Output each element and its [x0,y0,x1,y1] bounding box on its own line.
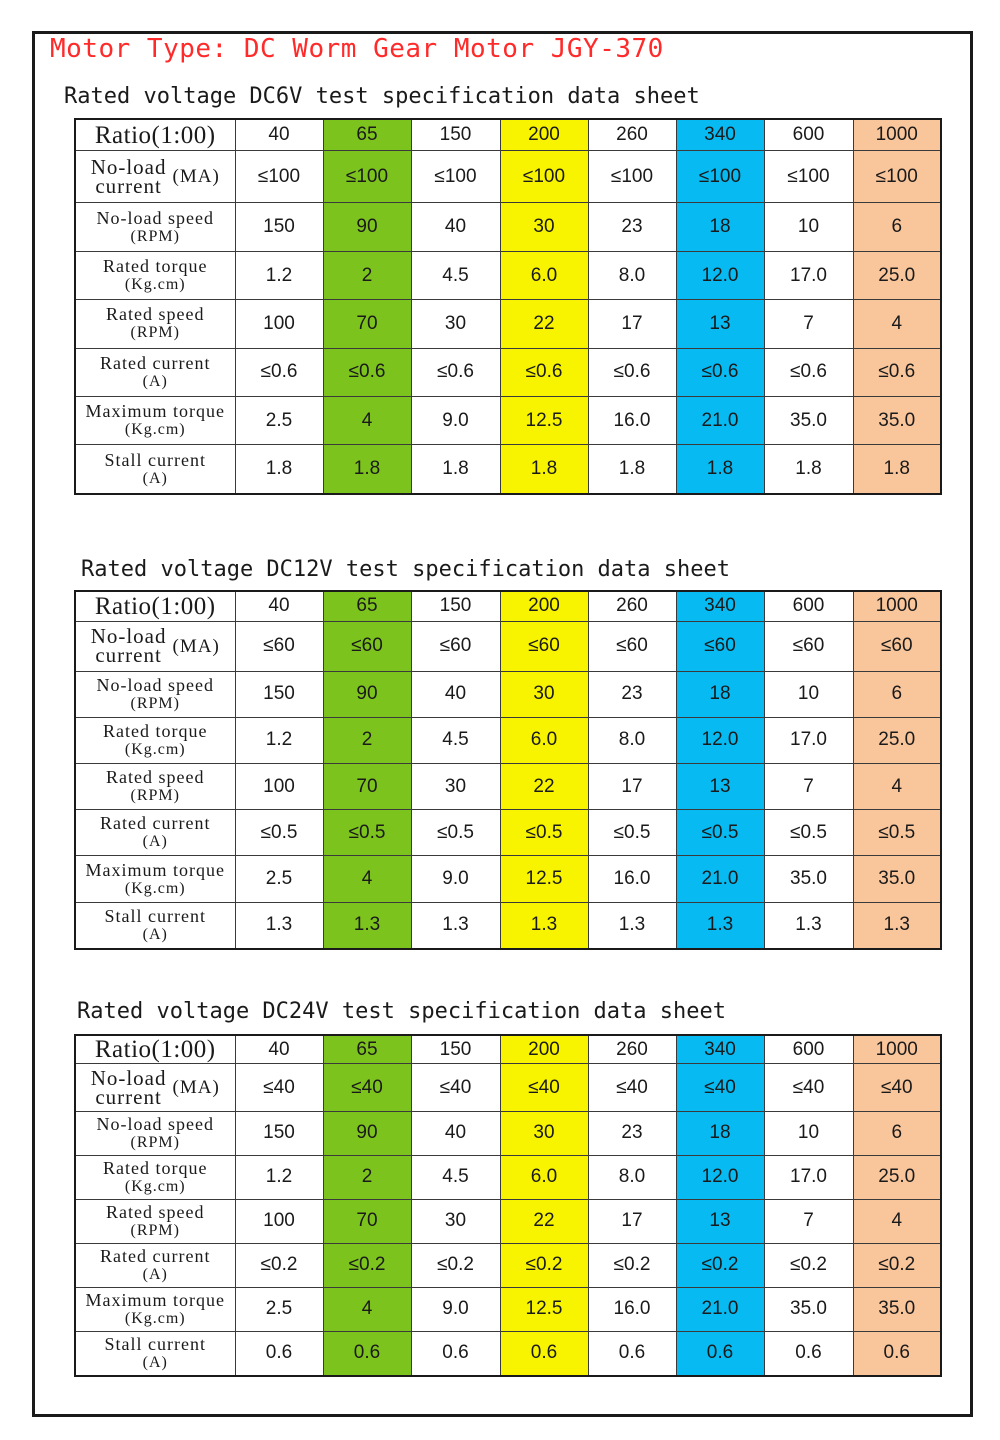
value-cell: ≤100 [235,151,323,203]
value-cell: ≤60 [588,621,676,671]
value-cell: 9.0 [411,396,500,444]
value-cell: 150 [411,1035,500,1064]
value-cell: ≤60 [323,621,411,671]
value-cell: ≤100 [323,151,411,203]
value-cell: ≤60 [235,621,323,671]
label-unit: (MA) [172,635,220,657]
label-text: No-load speed [96,674,214,695]
value-cell: ≤40 [235,1064,323,1112]
value-cell: 35.0 [853,1287,941,1331]
value-cell: 150 [235,671,323,717]
label-text: Maximum torque [85,401,225,422]
value-cell: 2.5 [235,396,323,444]
value-cell: 17 [588,300,676,348]
value-cell: 1.8 [764,445,853,494]
label-unit: (RPM) [130,1133,180,1151]
dc12v-spec-table [74,590,942,950]
value-cell: 1.8 [235,445,323,494]
row-label-no-load-current [75,151,235,203]
value-cell: ≤40 [588,1064,676,1112]
value-cell: 1.3 [235,902,323,949]
value-cell: 0.6 [500,1331,588,1376]
value-cell: ≤0.5 [676,810,764,856]
value-cell: 150 [235,1111,323,1155]
label-text: Stall current [104,905,206,926]
value-cell: ≤0.5 [235,810,323,856]
dc6v-sheet-title: Rated voltage DC6V test specification data sheet [64,84,700,109]
value-cell: 6.0 [500,717,588,763]
spec-row-no-load-current [75,1064,941,1112]
value-cell: ≤0.6 [676,348,764,396]
value-cell: ≤0.2 [764,1243,853,1287]
spec-row-ratio [75,1035,941,1064]
spec-row-ratio [75,119,941,151]
value-cell: ≤0.5 [588,810,676,856]
value-cell: 70 [323,764,411,810]
value-cell: 65 [323,1035,411,1064]
dc24v-spec-table [74,1034,942,1377]
spec-row-no-load-speed [75,203,941,251]
label-unit: (RPM) [130,694,180,712]
label-text: Rated current [100,352,211,373]
value-cell: ≤0.2 [235,1243,323,1287]
value-cell: 30 [411,764,500,810]
label-part: No-load [90,1065,167,1090]
row-label-rated-speed [75,300,235,348]
value-cell: 30 [411,300,500,348]
value-cell: 12.5 [500,1287,588,1331]
value-cell: 30 [500,203,588,251]
value-cell: 13 [676,300,764,348]
label-text: Rated torque [103,1157,208,1178]
value-cell: 16.0 [588,856,676,902]
value-cell: 1.3 [853,902,941,949]
row-label-maximum-torque [75,396,235,444]
value-cell: ≤0.2 [411,1243,500,1287]
value-cell: 1000 [853,119,941,151]
value-cell: 1.2 [235,1155,323,1199]
label-text: Ratio(1:00) [94,1036,216,1064]
value-cell: 1.8 [588,445,676,494]
value-cell: 1.3 [500,902,588,949]
value-cell: 22 [500,1199,588,1243]
value-cell: 17 [588,764,676,810]
value-cell: ≤0.2 [323,1243,411,1287]
value-cell: 10 [764,203,853,251]
label-text: Rated torque [103,256,208,277]
value-cell: ≤0.6 [235,348,323,396]
spec-row-no-load-speed [75,1111,941,1155]
label-unit: (A) [142,925,168,943]
value-cell: ≤60 [676,621,764,671]
value-cell: 4 [853,300,941,348]
label-part: current [95,643,162,668]
label-unit: (MA) [172,1077,220,1099]
value-cell: ≤0.2 [588,1243,676,1287]
value-cell: 7 [764,1199,853,1243]
value-cell: 6 [853,671,941,717]
value-cell: ≤0.6 [323,348,411,396]
label-text: Rated speed [106,1201,205,1222]
label-unit: (Kg.cm) [124,879,186,897]
value-cell: 21.0 [676,856,764,902]
label-text: Rated current [100,1245,211,1266]
value-cell: ≤100 [764,151,853,203]
value-cell: ≤60 [411,621,500,671]
value-cell: ≤0.5 [411,810,500,856]
value-cell: ≤0.5 [764,810,853,856]
row-label-ratio [75,119,235,151]
value-cell: 340 [676,1035,764,1064]
value-cell: 35.0 [764,396,853,444]
value-cell: 65 [323,119,411,151]
value-cell: 13 [676,1199,764,1243]
label-unit: (Kg.cm) [124,1177,186,1195]
value-cell: ≤0.2 [676,1243,764,1287]
spec-row-no-load-speed [75,671,941,717]
label-unit: (MA) [172,166,220,188]
label-unit: (RPM) [130,1221,180,1239]
label-text: Ratio(1:00) [94,592,216,620]
value-cell: 0.6 [676,1331,764,1376]
value-cell: 25.0 [853,717,941,763]
row-label-no-load-current [75,1064,235,1112]
value-cell: 9.0 [411,856,500,902]
label-text: Rated torque [103,720,208,741]
value-cell: 260 [588,1035,676,1064]
value-cell: ≤0.6 [411,348,500,396]
value-cell: 1.3 [411,902,500,949]
label-unit: (A) [142,1265,168,1283]
value-cell: ≤100 [588,151,676,203]
spec-row-rated-speed [75,1199,941,1243]
label-part: No-load [90,154,167,179]
spec-row-rated-speed [75,300,941,348]
value-cell: 90 [323,203,411,251]
value-cell: ≤60 [853,621,941,671]
label-text: Rated speed [106,767,205,788]
value-cell: 1.3 [764,902,853,949]
value-cell: ≤40 [323,1064,411,1112]
value-cell: 0.6 [323,1331,411,1376]
value-cell: ≤0.6 [764,348,853,396]
spec-row-rated-speed [75,764,941,810]
label-unit: (A) [142,469,168,487]
value-cell: 17.0 [764,251,853,299]
spec-row-rated-torque [75,251,941,299]
label-unit: (Kg.cm) [124,740,186,758]
value-cell: ≤100 [500,151,588,203]
label-text: Stall current [104,449,206,470]
value-cell: 260 [588,119,676,151]
row-label-rated-speed [75,764,235,810]
value-cell: 22 [500,764,588,810]
spec-row-rated-torque [75,717,941,763]
label-part: current [95,173,162,198]
value-cell: ≤60 [764,621,853,671]
value-cell: 30 [500,1111,588,1155]
value-cell: 22 [500,300,588,348]
value-cell: 12.0 [676,251,764,299]
spec-row-rated-current [75,348,941,396]
value-cell: ≤40 [411,1064,500,1112]
value-cell: 200 [500,1035,588,1064]
spec-row-maximum-torque [75,396,941,444]
spec-row-rated-torque [75,1155,941,1199]
row-label-rated-torque [75,1155,235,1199]
value-cell: 30 [411,1199,500,1243]
label-part: No-load [90,624,167,649]
value-cell: 12.0 [676,717,764,763]
value-cell: 4.5 [411,717,500,763]
value-cell: 1.8 [853,445,941,494]
label-unit: (Kg.cm) [124,1309,186,1327]
value-cell: ≤40 [764,1064,853,1112]
value-cell: 4 [323,856,411,902]
value-cell: 30 [500,671,588,717]
value-cell: 9.0 [411,1287,500,1331]
value-cell: 1.8 [500,445,588,494]
label-unit: (Kg.cm) [124,276,186,294]
value-cell: 0.6 [853,1331,941,1376]
label-text: Maximum torque [85,859,225,880]
row-label-rated-current [75,348,235,396]
row-label-no-load-speed [75,1111,235,1155]
value-cell: ≤100 [411,151,500,203]
value-cell: 21.0 [676,1287,764,1331]
value-cell: 70 [323,1199,411,1243]
label-text: Ratio(1:00) [94,121,216,149]
value-cell: ≤0.5 [853,810,941,856]
value-cell: 6.0 [500,1155,588,1199]
spec-row-stall-current [75,1331,941,1376]
value-cell: 100 [235,1199,323,1243]
value-cell: 35.0 [764,1287,853,1331]
value-cell: 200 [500,119,588,151]
label-text: No-load speed [96,1113,214,1134]
value-cell: ≤0.2 [853,1243,941,1287]
label-unit: (RPM) [130,227,180,245]
value-cell: 8.0 [588,717,676,763]
value-cell: 16.0 [588,1287,676,1331]
value-cell: 23 [588,1111,676,1155]
value-cell: 4.5 [411,251,500,299]
spec-row-ratio [75,591,941,621]
value-cell: 16.0 [588,396,676,444]
motor-type-title: Motor Type: DC Worm Gear Motor JGY-370 [50,34,664,64]
value-cell: 2 [323,1155,411,1199]
value-cell: 200 [500,591,588,621]
value-cell: ≤0.2 [500,1243,588,1287]
row-label-rated-current [75,1243,235,1287]
spec-row-stall-current [75,902,941,949]
value-cell: ≤0.5 [323,810,411,856]
value-cell: 0.6 [588,1331,676,1376]
label-unit: (A) [142,1353,168,1371]
value-cell: 35.0 [853,856,941,902]
value-cell: ≤100 [676,151,764,203]
value-cell: ≤0.5 [500,810,588,856]
value-cell: 2.5 [235,1287,323,1331]
value-cell: 0.6 [764,1331,853,1376]
value-cell: 40 [411,1111,500,1155]
value-cell: 13 [676,764,764,810]
value-cell: 1.2 [235,251,323,299]
value-cell: 40 [411,203,500,251]
row-label-no-load-speed [75,203,235,251]
value-cell: 23 [588,671,676,717]
value-cell: ≤100 [853,151,941,203]
value-cell: 65 [323,591,411,621]
value-cell: 18 [676,203,764,251]
value-cell: 40 [235,119,323,151]
value-cell: 150 [411,591,500,621]
value-cell: 6 [853,1111,941,1155]
value-cell: 150 [235,203,323,251]
row-label-rated-current [75,810,235,856]
value-cell: 40 [411,671,500,717]
dc12v-sheet-title: Rated voltage DC12V test specification data sheet [81,557,731,582]
label-unit: (RPM) [130,324,180,342]
value-cell: 7 [764,764,853,810]
value-cell: 6.0 [500,251,588,299]
row-label-no-load-speed [75,671,235,717]
row-label-rated-torque [75,717,235,763]
label-text: Stall current [104,1333,206,1354]
row-label-maximum-torque [75,856,235,902]
spec-row-maximum-torque [75,1287,941,1331]
value-cell: 8.0 [588,1155,676,1199]
value-cell: 10 [764,671,853,717]
value-cell: 35.0 [853,396,941,444]
value-cell: 2 [323,251,411,299]
row-label-stall-current [75,445,235,494]
value-cell: ≤60 [500,621,588,671]
value-cell: 1.3 [588,902,676,949]
value-cell: 12.5 [500,856,588,902]
value-cell: 150 [411,119,500,151]
spec-row-rated-current [75,810,941,856]
value-cell: 2.5 [235,856,323,902]
label-part: current [95,1084,162,1109]
value-cell: 4 [323,1287,411,1331]
label-text: Rated speed [106,304,205,325]
value-cell: 17 [588,1199,676,1243]
spec-row-no-load-current [75,621,941,671]
value-cell: 35.0 [764,856,853,902]
label-unit: (A) [142,372,168,390]
value-cell: 17.0 [764,717,853,763]
value-cell: 4 [853,1199,941,1243]
label-text: Maximum torque [85,1289,225,1310]
value-cell: 1.3 [676,902,764,949]
row-label-ratio [75,591,235,621]
row-label-rated-torque [75,251,235,299]
value-cell: ≤0.6 [500,348,588,396]
value-cell: 100 [235,764,323,810]
label-text: Rated current [100,813,211,834]
spec-row-maximum-torque [75,856,941,902]
spec-row-no-load-current [75,151,941,203]
value-cell: 25.0 [853,251,941,299]
value-cell: 25.0 [853,1155,941,1199]
value-cell: 1.2 [235,717,323,763]
spec-row-rated-current [75,1243,941,1287]
label-text: No-load speed [96,207,214,228]
spec-row-stall-current [75,445,941,494]
label-unit: (Kg.cm) [124,421,186,439]
value-cell: 21.0 [676,396,764,444]
value-cell: 1.8 [676,445,764,494]
row-label-no-load-current [75,621,235,671]
value-cell: 0.6 [411,1331,500,1376]
value-cell: 1.8 [323,445,411,494]
value-cell: 18 [676,671,764,717]
value-cell: 4 [853,764,941,810]
value-cell: 12.5 [500,396,588,444]
row-label-stall-current [75,1331,235,1376]
row-label-stall-current [75,902,235,949]
value-cell: 17.0 [764,1155,853,1199]
value-cell: 600 [764,119,853,151]
value-cell: ≤40 [500,1064,588,1112]
value-cell: 1000 [853,591,941,621]
row-label-rated-speed [75,1199,235,1243]
value-cell: 340 [676,119,764,151]
value-cell: 40 [235,591,323,621]
value-cell: 1.3 [323,902,411,949]
value-cell: 18 [676,1111,764,1155]
value-cell: 7 [764,300,853,348]
value-cell: 4 [323,396,411,444]
value-cell: 10 [764,1111,853,1155]
value-cell: 1000 [853,1035,941,1064]
value-cell: 100 [235,300,323,348]
row-label-maximum-torque [75,1287,235,1331]
dc24v-sheet-title: Rated voltage DC24V test specification data sheet [77,999,727,1024]
value-cell: 1.8 [411,445,500,494]
value-cell: 340 [676,591,764,621]
value-cell: 23 [588,203,676,251]
value-cell: 0.6 [235,1331,323,1376]
value-cell: 6 [853,203,941,251]
value-cell: 90 [323,1111,411,1155]
value-cell: 40 [235,1035,323,1064]
value-cell: 600 [764,1035,853,1064]
value-cell: 600 [764,591,853,621]
value-cell: 90 [323,671,411,717]
value-cell: ≤0.6 [853,348,941,396]
value-cell: 260 [588,591,676,621]
value-cell: ≤40 [853,1064,941,1112]
value-cell: ≤0.6 [588,348,676,396]
value-cell: 2 [323,717,411,763]
value-cell: 4.5 [411,1155,500,1199]
value-cell: 70 [323,300,411,348]
label-unit: (A) [142,833,168,851]
value-cell: ≤40 [676,1064,764,1112]
value-cell: 12.0 [676,1155,764,1199]
label-unit: (RPM) [130,787,180,805]
value-cell: 8.0 [588,251,676,299]
dc6v-spec-table [74,118,942,495]
row-label-ratio [75,1035,235,1064]
